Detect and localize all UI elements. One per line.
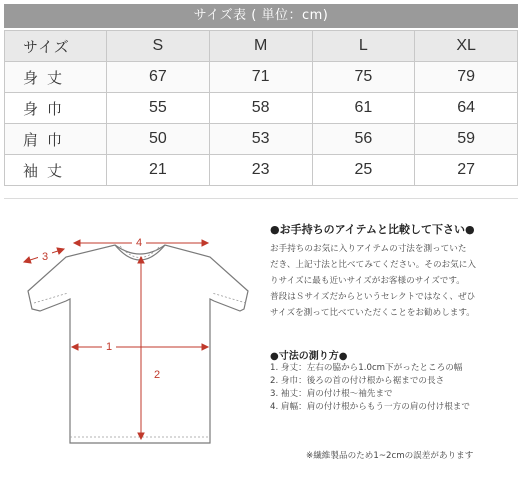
tshirt-diagram (4, 199, 266, 480)
table-cell: 25 (312, 155, 415, 186)
table-cell: 75 (312, 62, 415, 93)
table-row (5, 155, 518, 186)
compare-text-line: サイズを測って比べていただくことをお勧めします。 (270, 308, 475, 318)
corner-header: サイズ (5, 31, 107, 62)
label-3: 3 (41, 251, 49, 263)
table-header-row (5, 31, 518, 62)
measure-item: 2. 身巾：後ろの首の付け根から裾までの長さ (270, 376, 445, 386)
measure-item: 4. 肩幅：肩の付け根からもう一方の肩の付け根まで (270, 402, 470, 412)
table-row (5, 93, 518, 124)
size-header: M (209, 31, 312, 62)
table-cell: 61 (312, 93, 415, 124)
row-label: 袖丈 (5, 155, 107, 186)
compare-text-line: だき、上記寸法と比べてみてください。そのお気に入 (270, 260, 476, 270)
table-row (5, 62, 518, 93)
table-cell: 67 (107, 62, 210, 93)
row-label: 肩巾 (5, 124, 107, 155)
table-cell: 59 (415, 124, 518, 155)
label-2: 2 (153, 369, 161, 381)
table-cell: 50 (107, 124, 210, 155)
label-1: 1 (105, 341, 113, 353)
table-cell: 21 (107, 155, 210, 186)
row-label: 身丈 (5, 62, 107, 93)
size-header: L (312, 31, 415, 62)
table-cell: 58 (209, 93, 312, 124)
compare-text-line: お手持ちのお気に入りアイテムの寸法を測っていた (270, 244, 467, 254)
size-header: XL (415, 31, 518, 62)
table-cell: 56 (312, 124, 415, 155)
label-4: 4 (135, 237, 143, 249)
tshirt-outline-icon (28, 245, 248, 443)
error-margin-note: ※繊維製品のため1~2cmの誤差があります (306, 451, 474, 461)
size-chart-title: サイズ表 ( 単位：cm) (4, 4, 518, 28)
table-cell: 64 (415, 93, 518, 124)
measure-item: 3. 袖丈：肩の付け根～袖先まで (270, 389, 393, 399)
table-cell: 23 (209, 155, 312, 186)
compare-text-line: りサイズに最も近いサイズがお客様のサイズです。 (270, 276, 465, 286)
table-cell: 79 (415, 62, 518, 93)
compare-text-line: 普段はＳサイズだからというセレクトではなく、ぜひ (270, 292, 476, 302)
compare-heading: ●お手持ちのアイテムと比較して下さい● (270, 223, 475, 236)
size-header: S (107, 31, 210, 62)
row-label: 身巾 (5, 93, 107, 124)
table-cell: 55 (107, 93, 210, 124)
measure-item: 1. 身丈：左右の脇から1.0cm下がったところの幅 (270, 363, 463, 373)
measure-heading: ●寸法の測り方● (270, 351, 348, 362)
table-cell: 27 (415, 155, 518, 186)
table-row (5, 124, 518, 155)
table-cell: 53 (209, 124, 312, 155)
table-cell: 71 (209, 62, 312, 93)
measurement-guide-panel (4, 198, 518, 479)
size-table (4, 30, 518, 186)
